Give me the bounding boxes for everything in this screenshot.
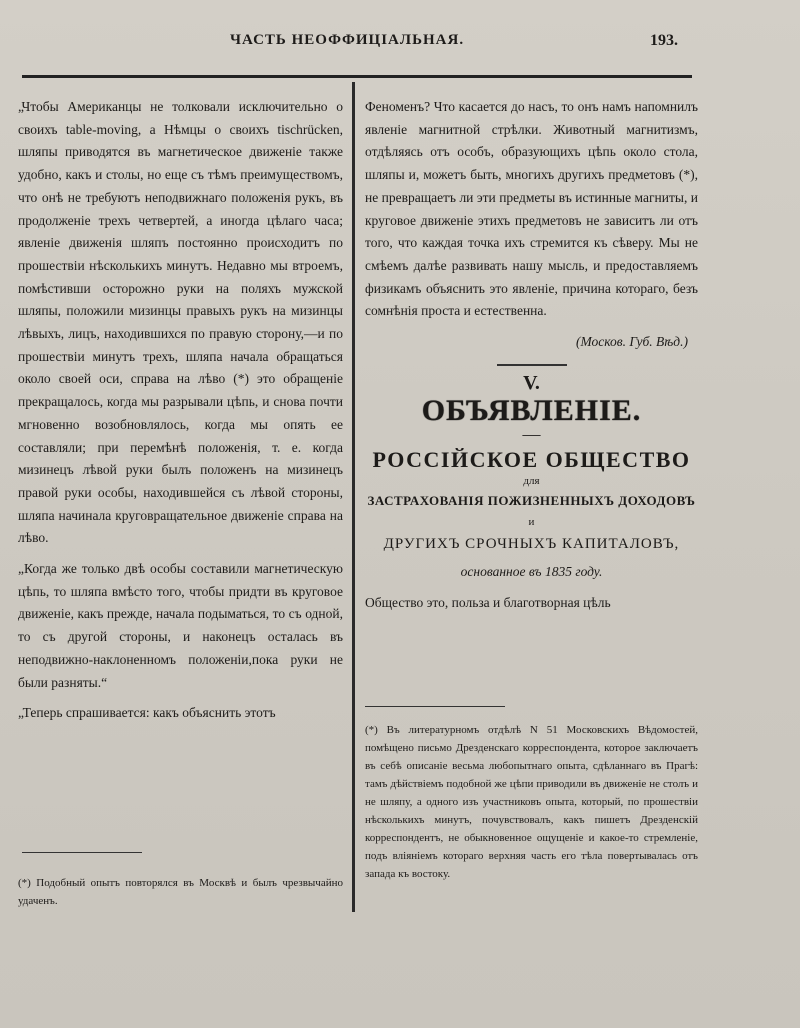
left-paragraph-2: „Когда же только двѣ особы составили магнетическую цѣпь, то шляпа вмѣсто того, чтобы придти въ круговое движеніе, какъ прежде, начала подыматься, то съ одной, то съ другой стороны, и наконецъ осталась въ неподвижно-наклоненномъ положеніи,пока руки не были разняты.“ bbox=[18, 561, 343, 690]
right-footnote-block bbox=[365, 700, 698, 883]
insurance-line: ЗАСТРАХОВАНІЯ ПОЖИЗНЕННЫХЪ ДОХОДОВЪ bbox=[367, 492, 696, 508]
column-divider bbox=[352, 82, 355, 912]
left-paragraph-3: „Теперь спрашивается: какъ объяснить этотъ bbox=[18, 705, 276, 721]
announcement-block bbox=[365, 372, 698, 584]
page-number: 193. bbox=[650, 32, 678, 49]
right-footnote-rule bbox=[365, 706, 505, 707]
left-footnote-block bbox=[18, 848, 343, 910]
section-rule bbox=[497, 364, 567, 366]
announcement-heading: ОБЪЯВЛЕНІЕ. bbox=[421, 394, 642, 428]
heading-dash: — bbox=[522, 424, 541, 445]
society-name: РОССІЙСКОЕ ОБЩЕСТВО bbox=[372, 447, 691, 473]
left-footnote: (*) Подобный опытъ повторялся въ Москвѣ и былъ чрезвычайно удаченъ. bbox=[18, 877, 343, 907]
founded-line: основанное въ 1835 году. bbox=[460, 564, 603, 580]
right-column bbox=[365, 96, 698, 623]
section-title: ЧАСТЬ НЕОФФИЦІАЛЬНАЯ. bbox=[230, 32, 465, 48]
announcement-text: Общество это, польза и благотворная цѣль bbox=[365, 594, 611, 610]
for-word: для bbox=[523, 474, 540, 487]
header-rule bbox=[22, 75, 692, 78]
section-number: V. bbox=[523, 371, 540, 394]
right-footnote: (*) Въ литературномъ отдѣлѣ N 51 Московскихъ Вѣдомостей, помѣщено письмо Дрезденскаго корреспондента, которое заключаетъ въ себѣ описаніе весьма любопытнаго опыта, сдѣланнаго въ Прагѣ: тамъ дѣйствіемъ подобной же цѣпи приводили въ движеніе не столъ и не шляпу, а одного изъ участниковъ опыта, который, по прошествіи нѣсколькихъ минутъ, почувствовалъ, какъ пишетъ Дрезденскій корреспондентъ, не обыкновенное ощущеніе и какое-то стремленіе, подъ вліяніемъ котораго верхняя часть его тѣла повертывалась отъ запада къ востоку. bbox=[365, 724, 698, 880]
and-word: и bbox=[528, 515, 535, 528]
running-head bbox=[0, 30, 800, 60]
left-paragraph-1: „Чтобы Американцы не толковали исключительно о своихъ table-moving, а Нѣмцы о своихъ tischrücken, шляпы приводятся въ магнетическое движеніе также удобно, какъ и столы, но еще съ тѣмъ преимуществомъ, что онѣ не требуютъ неподвижнаго положенія рукъ, въ продолженіе трехъ четвертей, а иногда цѣлаго часа; явленіе движенія шляпъ постоянно происходитъ по прошествіи нѣсколькихъ минутъ. Недавно мы втроемъ, помѣстивши осторожно руки на поляхъ мужской шляпы, положили мизинцы правыхъ рукъ на мизинцы лѣвыхъ, лицъ, находившихся по правую сторону,—и по прошествіи минутъ трехъ, шляпа начала обращаться около своей оси, справа на лѣво (*) это обращеніе прекращалось, когда мы разрывали цѣпь, и снова почти мгновенно возобновлялось, когда мы опять ее составляли; при перемѣнѣ положенія, т. е. когда мизинецъ лѣвой руки былъ положенъ на мизинецъ правой руки особы, находившейся съ лѣвой стороны, шляпа начинала круговращательное движеніе справа на лѣво. bbox=[18, 99, 343, 546]
other-capitals-line: ДРУГИХЪ СРОЧНЫХЪ КАПИТАЛОВЪ, bbox=[383, 535, 680, 552]
source-citation: (Москов. Губ. Вѣд.) bbox=[575, 334, 688, 350]
right-paragraph: Феноменъ? Что касается до насъ, то онъ намъ напомнилъ явленіе магнитной стрѣлки. Животный магнитизмъ, отдѣляясь отъ особъ, образующихъ цѣпь около стола, шляпы и, можетъ быть, многихъ другихъ предметовъ (*), не превращаетъ ли эти предметы въ истинные магниты, и круговое движеніе этихъ предметовъ не зависитъ ли отъ того, что каждая точка ихъ стремится къ сѣверу. Мы не смѣемъ далѣе развивать нашу мысль, и предоставляемъ физикамъ объяснить это явленіе, причина котораго, безъ сомнѣнія проста и естественна. bbox=[365, 99, 698, 319]
left-column bbox=[18, 96, 343, 733]
